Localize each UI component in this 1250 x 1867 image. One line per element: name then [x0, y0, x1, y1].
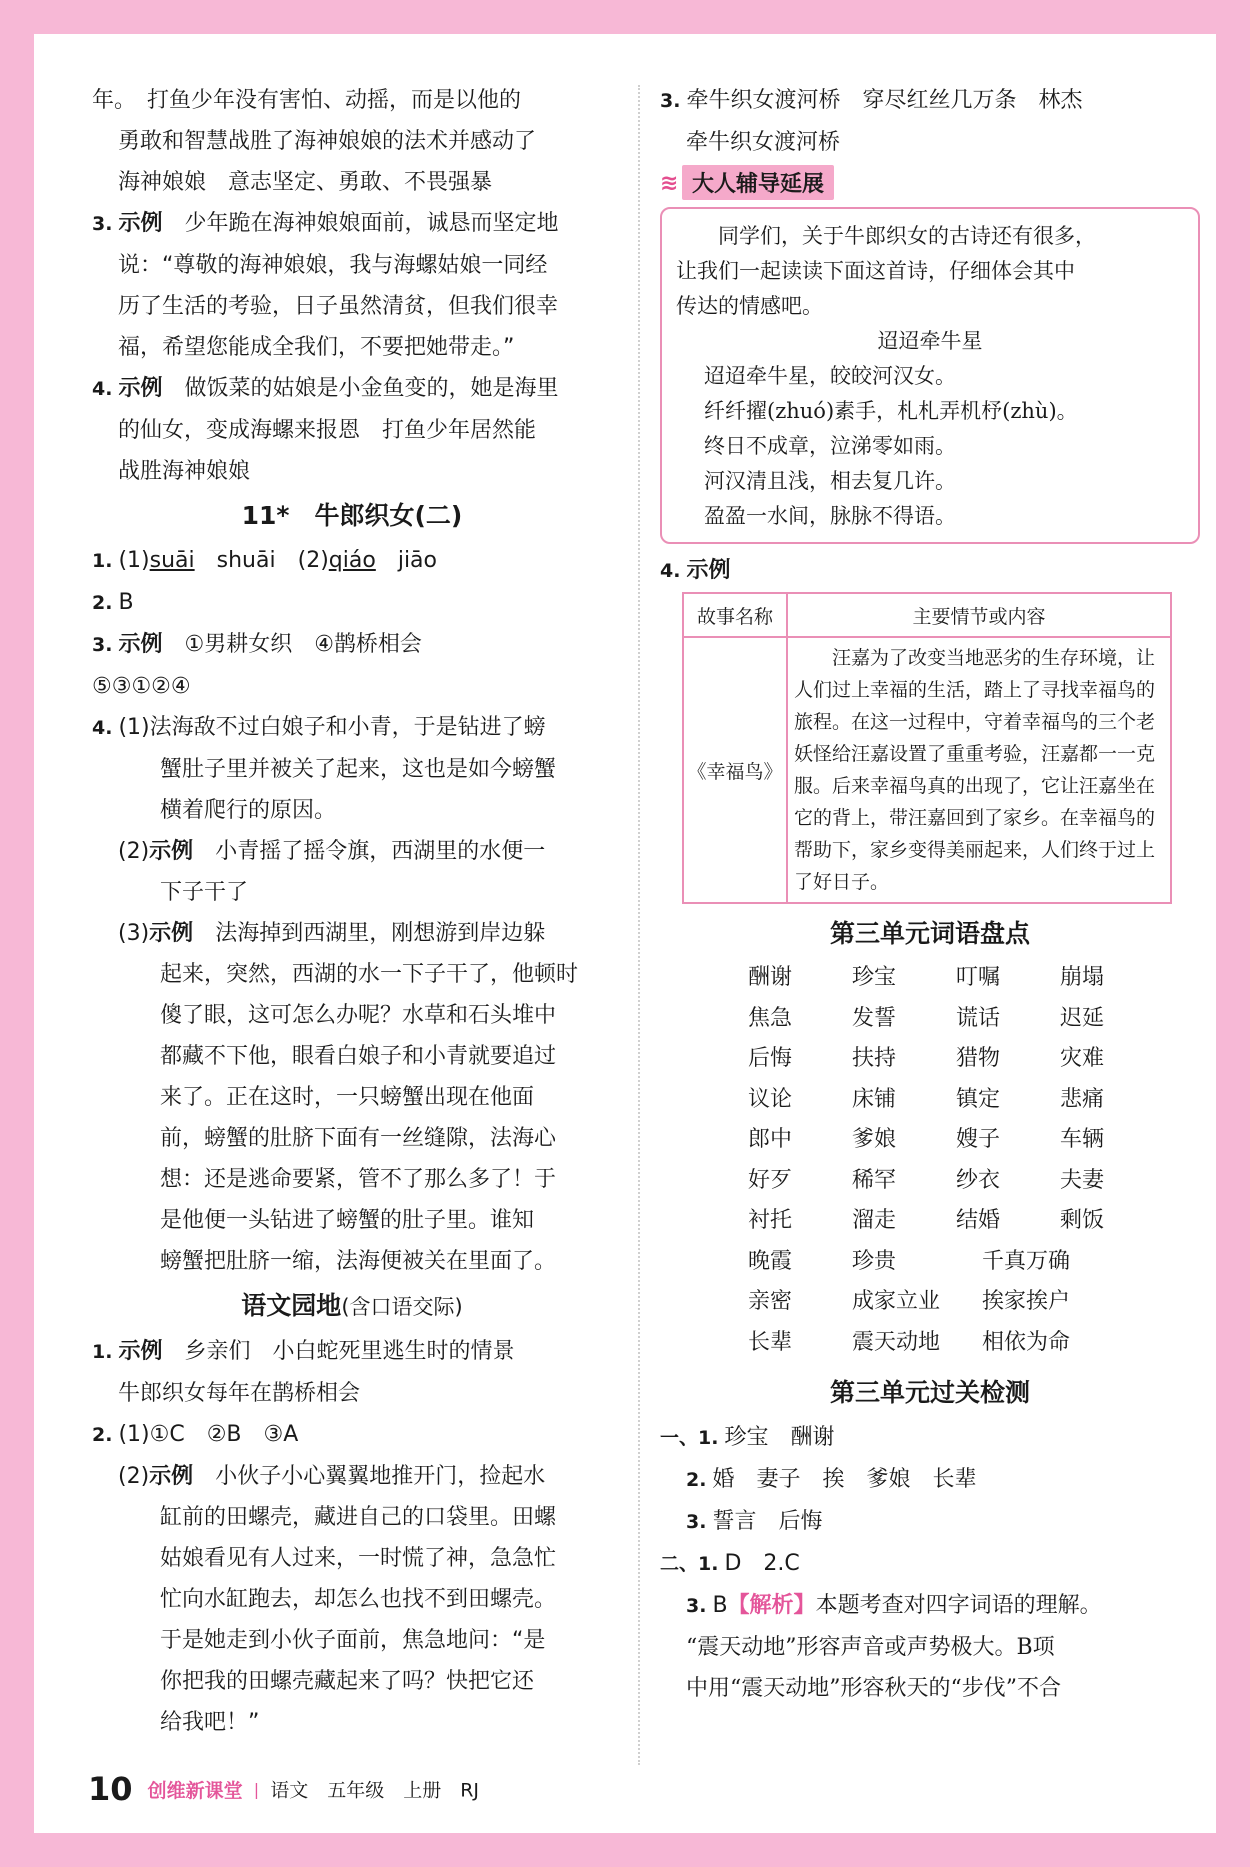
text-line: 牵牛织女渡河桥 穿尽红丝几万条 林杰: [686, 88, 1083, 113]
frame-bottom: [0, 1833, 1250, 1867]
text-line: 做饭菜的姑娘是小金鱼变的，她是海里: [184, 376, 559, 401]
text-line: 来了。正在这时，一只螃蟹出现在他面: [160, 1085, 535, 1110]
answer-text: B: [712, 1593, 728, 1618]
text-line: “震天动地”形容声音或声势极大。B项: [686, 1635, 1055, 1660]
example-label: 示例: [149, 921, 194, 946]
word: 珍贵: [852, 1248, 897, 1274]
item-number: 4.: [92, 378, 113, 400]
extension-box: [660, 207, 1200, 544]
word: 晚霞: [748, 1248, 793, 1274]
poem-title: 迢迢牵牛星: [877, 329, 983, 353]
text-line: 少年跪在海神娘娘面前，诚恳而坚定地: [184, 211, 559, 236]
book-info: 语文 五年级 上册 RJ: [270, 1779, 480, 1802]
text-line: 牵牛织女渡河桥: [686, 130, 841, 155]
text-line: 福，希望您能成全我们，不要把她带走。”: [118, 335, 515, 360]
word: 床铺: [852, 1086, 897, 1112]
text-line: 你把我的田螺壳藏起来了吗？快把它还: [160, 1669, 535, 1694]
word: 谎话: [956, 1005, 1001, 1031]
test-answer: [660, 1543, 1200, 1585]
example-label: 示例: [118, 376, 163, 401]
word: 纱衣: [956, 1167, 1001, 1193]
word: 发誓: [852, 1005, 897, 1031]
word: 衬托: [748, 1208, 793, 1233]
word: 猎物: [956, 1046, 1001, 1071]
word: 亲密: [748, 1289, 793, 1314]
table-header-row: [683, 593, 1171, 637]
text-line: 勇敢和智慧战胜了海神娘娘的法术并感动了: [118, 129, 537, 154]
text-line: 前，螃蟹的肚脐下面有一丝缝隙，法海心: [160, 1126, 557, 1151]
text-line: 历了生活的考验，日子虽然清贫，但我们很幸: [118, 294, 559, 319]
lesson-answer-1: [92, 540, 612, 582]
poem-line: 纤纤擢(zhuó)素手，札札弄机杼(zhù)。: [704, 399, 1078, 423]
left-column: [92, 80, 612, 1743]
text-line: 本题考查对四字词语的理解。: [815, 1593, 1102, 1618]
word: 后悔: [748, 1046, 793, 1071]
text-line: 小青摇了摇令旗，西湖里的水便一: [215, 839, 546, 864]
text-line: 横着爬行的原因。: [160, 798, 337, 823]
answer-text: 珍宝 酬谢: [724, 1425, 835, 1450]
text-line: 中用“震天动地”形容秋天的“步伐”不合: [686, 1676, 1061, 1701]
item-number: 2.: [92, 1424, 113, 1446]
item-number: 3.: [660, 90, 681, 112]
test-answer: [660, 1585, 1200, 1627]
poem-line: 终日不成章，泣涕零如雨。: [704, 434, 956, 458]
word: 震天动地: [852, 1329, 941, 1355]
answer-3-right: [660, 80, 1200, 122]
text-line: 都藏不下他，眼看白娘子和小青就要追过: [160, 1044, 557, 1069]
text-line: 是他便一头钻进了螃蟹的肚子里。谁知: [160, 1208, 535, 1233]
word: 长辈: [748, 1329, 793, 1355]
word: 扶持: [852, 1046, 897, 1071]
part-label: (2): [118, 1464, 150, 1489]
page-footer: [88, 1770, 479, 1808]
table-header: 主要情节或内容: [787, 593, 1171, 637]
right-column: [660, 80, 1200, 1709]
answer-4: [92, 368, 612, 410]
part-label: (2): [118, 839, 150, 864]
word: 爹娘: [852, 1127, 897, 1152]
word: 崩塌: [1060, 965, 1105, 990]
word: 夫妻: [1060, 1167, 1105, 1193]
answer-text: B: [118, 590, 134, 615]
text-line: 于是她走到小伙子面前，焦急地问：“是: [160, 1628, 546, 1653]
frame-right: [1216, 0, 1250, 1867]
text-line: 说：“尊敬的海神娘娘，我与海螺姑娘一同经: [118, 253, 548, 278]
item-number: 1.: [92, 550, 113, 572]
answer-3: [92, 203, 612, 245]
item-number: 2.: [686, 1469, 707, 1491]
frame-left: [0, 0, 34, 1867]
pinyin: jiāo: [397, 548, 437, 573]
item-number: 2.: [92, 592, 113, 614]
text-line: 传达的情感吧。: [676, 294, 823, 318]
word: 千真万确: [982, 1248, 1071, 1274]
text-line: 年。 打鱼少年没有害怕、动摇，而是以他的: [92, 88, 522, 113]
text-line: 战胜海神娘娘: [118, 459, 251, 484]
test-answer: [660, 1501, 1200, 1543]
story-table: [682, 592, 1172, 904]
word: 成家立业: [852, 1289, 941, 1314]
example-label: 示例: [149, 839, 194, 864]
word: 镇定: [956, 1086, 1001, 1112]
part-label: (2): [297, 548, 329, 573]
page-number: 10: [88, 1770, 133, 1808]
text-line: 蟹肚子里并被关了起来，这也是如今螃蟹: [160, 757, 557, 782]
word: 剩饭: [1060, 1208, 1105, 1233]
test-answer: [660, 1417, 1200, 1459]
sub-answer: [92, 913, 612, 954]
word: 叮嘱: [956, 965, 1001, 990]
example-label: 示例: [118, 632, 163, 657]
poem-line: 迢迢牵牛星，皎皎河汉女。: [704, 364, 956, 388]
sub-answer: [92, 831, 612, 872]
table-cell-name: 《幸福鸟》: [683, 637, 787, 903]
text-line: 忙向水缸跑去，却怎么也找不到田螺壳。: [160, 1587, 557, 1612]
word: 嫂子: [956, 1127, 1001, 1152]
garden-subtitle: (含口语交际): [341, 1295, 463, 1319]
brand-name: 创维新课堂: [147, 1779, 243, 1802]
text-line: 给我吧！”: [160, 1710, 260, 1735]
word: 焦急: [748, 1005, 793, 1031]
garden-title-text: 语文园地: [241, 1291, 342, 1320]
word: 相依为命: [982, 1329, 1071, 1355]
word: 悲痛: [1060, 1086, 1105, 1112]
word: 议论: [748, 1086, 793, 1112]
text-line: 想：还是逃命要紧，管不了那么多了！于: [160, 1167, 557, 1192]
sub-answer: [92, 1456, 612, 1497]
test-answer: [660, 1459, 1200, 1501]
text-line: 小伙子小心翼翼地推开门，捡起水: [215, 1464, 546, 1489]
frame-top: [0, 0, 1250, 34]
table-row: [683, 637, 1171, 903]
text-line: 姑娘看见有人过来，一时慌了神，急急忙: [160, 1546, 557, 1571]
pinyin: suāi: [149, 548, 195, 573]
extension-header: [660, 165, 1200, 205]
text-line: 牛郎织女每年在鹊桥相会: [118, 1381, 361, 1406]
wave-icon: ≋: [660, 171, 679, 196]
analysis-label: 【解析】: [727, 1593, 816, 1618]
word: 结婚: [956, 1208, 1001, 1233]
word: 好歹: [748, 1167, 793, 1193]
item-number: 3.: [686, 1511, 707, 1533]
item-number: 4.: [92, 717, 113, 739]
word: 迟延: [1060, 1005, 1105, 1031]
word: 挨家挨户: [982, 1289, 1071, 1314]
example-label: 示例: [118, 211, 163, 236]
word: 溜走: [852, 1208, 897, 1233]
test-title: 第三单元过关检测: [829, 1378, 1030, 1407]
answer-4-right: [660, 550, 1200, 592]
word: 稀罕: [852, 1167, 897, 1193]
example-label: 示例: [149, 1464, 194, 1489]
text-line: 螃蟹把肚脐一缩，法海便被关在里面了。: [160, 1249, 557, 1274]
poem-line: 河汉清且浅，相去复几许。: [704, 469, 956, 493]
word: 珍宝: [852, 965, 897, 990]
text-line: 同学们，关于牛郎织女的古诗还有很多，: [718, 224, 1096, 248]
part-label: (3): [118, 921, 150, 946]
table-cell-content: 汪嘉为了改变当地恶劣的生存环境，让人们过上幸福的生活，踏上了寻找幸福鸟的旅程。在这一过程中，守着幸福鸟的三个老妖怪给汪嘉设置了重重考验，汪嘉都一一克服。后来幸福鸟真的出现了，它让汪嘉坐在它的背上，带汪嘉回到了家乡。在幸福鸟的帮助下，家乡变得美丽起来，人们终于过上了好日子。: [787, 637, 1171, 903]
words-title: 第三单元词语盘点: [829, 919, 1030, 948]
garden-title: [92, 1282, 612, 1331]
text-line: (1)法海敌不过白娘子和小青，于是钻进了螃: [118, 715, 546, 740]
lesson-answer-2: [92, 582, 612, 624]
part-label: (1): [118, 548, 150, 573]
item-number: 一、1.: [660, 1427, 719, 1449]
column-divider: [638, 85, 640, 1765]
word-list: [748, 958, 1200, 1363]
text-line: ⑤③①②④: [92, 674, 191, 699]
item-number: 3.: [686, 1595, 707, 1617]
text-line: (1)①C ②B ③A: [118, 1422, 299, 1447]
answer-text: 誓言 后悔: [712, 1509, 823, 1534]
item-number: 3.: [92, 213, 113, 235]
answer-text: ①男耕女织 ④鹊桥相会: [184, 632, 422, 657]
text-line: 乡亲们 小白蛇死里逃生时的情景: [184, 1339, 515, 1364]
text-line: 海神娘娘 意志坚定、勇敢、不畏强暴: [118, 170, 493, 195]
text-line: 让我们一起读读下面这首诗，仔细体会其中: [676, 259, 1075, 283]
lesson-answer-4: [92, 707, 612, 749]
answer-text: D 2.C: [724, 1551, 800, 1576]
item-number: 3.: [92, 634, 113, 656]
table-header: 故事名称: [683, 593, 787, 637]
word: 灾难: [1060, 1046, 1105, 1071]
word: 酬谢: [748, 965, 793, 990]
garden-answer-2: [92, 1414, 612, 1456]
answer-text: 婚 妻子 挨 爹娘 长辈: [712, 1467, 977, 1492]
text-line: 法海掉到西湖里，刚想游到岸边躲: [215, 921, 546, 946]
item-number: 1.: [92, 1341, 113, 1363]
item-number: 二、1.: [660, 1553, 719, 1575]
example-label: 示例: [686, 558, 731, 583]
text-line: 下子干了: [160, 880, 249, 905]
text-line: 缸前的田螺壳，藏进自己的口袋里。田螺: [160, 1505, 557, 1530]
text-line: 起来，突然，西湖的水一下子干了，他顿时: [160, 962, 579, 987]
extension-label: 大人辅导延展: [682, 165, 834, 200]
word: 郎中: [748, 1127, 793, 1152]
footer-separator: |: [253, 1779, 260, 1799]
garden-answer-1: [92, 1331, 612, 1373]
pinyin: qiáo: [328, 548, 376, 573]
text-line: 的仙女，变成海螺来报恩 打鱼少年居然能: [118, 418, 537, 443]
example-label: 示例: [118, 1339, 163, 1364]
poem-line: 盈盈一水间，脉脉不得语。: [704, 504, 956, 528]
word: 车辆: [1060, 1127, 1105, 1152]
text-line: 傻了眼，这可怎么办呢？水草和石头堆中: [160, 1003, 557, 1028]
item-number: 4.: [660, 560, 681, 582]
pinyin: shuāi: [216, 548, 276, 573]
lesson-answer-3: [92, 624, 612, 666]
lesson-title: 11* 牛郎织女(二): [241, 501, 463, 530]
